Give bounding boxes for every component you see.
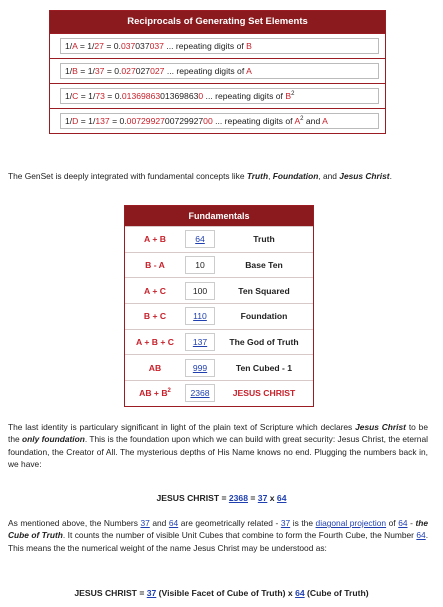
- cube-of-truth-paragraph: As mentioned above, the Numbers 37 and 64 are geometrically related - 37 is the diagonal projection of 64 - the Cube of Truth. It counts the number of visible Unit Cubes that combine to form the Fourth Cube, the Number 64. This means the the numerical weight of the name Jesus Christ may be understood as:: [8, 518, 429, 553]
- link-2368[interactable]: 2368: [228, 493, 248, 503]
- fund-row: A + B 64 Truth: [125, 226, 313, 252]
- link-37[interactable]: 37: [257, 493, 268, 503]
- fundamentals-table: [124, 205, 314, 407]
- fundamentals-table-title: Fundamentals: [125, 206, 313, 226]
- jesus-christ-equation: JESUS CHRIST = 2368 = 37 x 64: [156, 493, 287, 503]
- link-64[interactable]: 64: [276, 493, 287, 503]
- recip-row-c: 1/C = 1/73 = 0.01369863013698630 ... repeating digits of $B^2$: [50, 83, 385, 108]
- fund-row: AB 999 Ten Cubed - 1: [125, 354, 313, 380]
- recip-row-d: 1/D = 1/137 = 0.007299270072992700 ... repeating digits of $A^2$ and A: [50, 108, 385, 133]
- recip-row-b: 1/B = 1/37 = 0.027027027 ... repeating digits of A: [50, 58, 385, 83]
- fund-row: B - A 10 Base Ten: [125, 252, 313, 278]
- reciprocals-table-title: Reciprocals of Generating Set Elements: [50, 11, 385, 33]
- recip-row-a: 1/A = 1/27 = 0.037037037 ... repeating digits of B: [50, 33, 385, 58]
- fund-row: A + C 100 Ten Squared: [125, 277, 313, 303]
- foundation-paragraph: The last identity is particulary significant in light of the plain text of Scripture which declares Jesus Christ to be the only foundation. This is the foundation upon which we can build with great security: Jesus Christ, the eternal foundation, the Creator of All. The mysterious depths of His Name knows no end. Plugging the numbers back in, we have:: [8, 422, 428, 470]
- fund-row: A + B + C 137 The God of Truth: [125, 329, 313, 355]
- fund-link-2368[interactable]: 2368: [190, 388, 210, 399]
- fund-row: B + C 110 Foundation: [125, 303, 313, 329]
- visible-facet-equation: JESUS CHRIST = 37 (Visible Facet of Cube of Truth) x 64 (Cube of Truth): [74, 588, 369, 598]
- fund-link-110[interactable]: 110: [193, 311, 207, 322]
- fund-link-999[interactable]: 999: [192, 362, 208, 373]
- reciprocals-table: [49, 10, 386, 134]
- diagonal-projection-link[interactable]: diagonal projection: [315, 518, 387, 528]
- fund-row: AB + $B^2$ 2368 JESUS CHRIST: [125, 380, 313, 406]
- fund-link-137[interactable]: 137: [192, 337, 208, 348]
- fund-link-64[interactable]: 64: [195, 234, 205, 245]
- genset-intro-paragraph: The GenSet is deeply integrated with fundamental concepts like Truth, Foundation, and Jesus Christ.: [8, 171, 392, 181]
